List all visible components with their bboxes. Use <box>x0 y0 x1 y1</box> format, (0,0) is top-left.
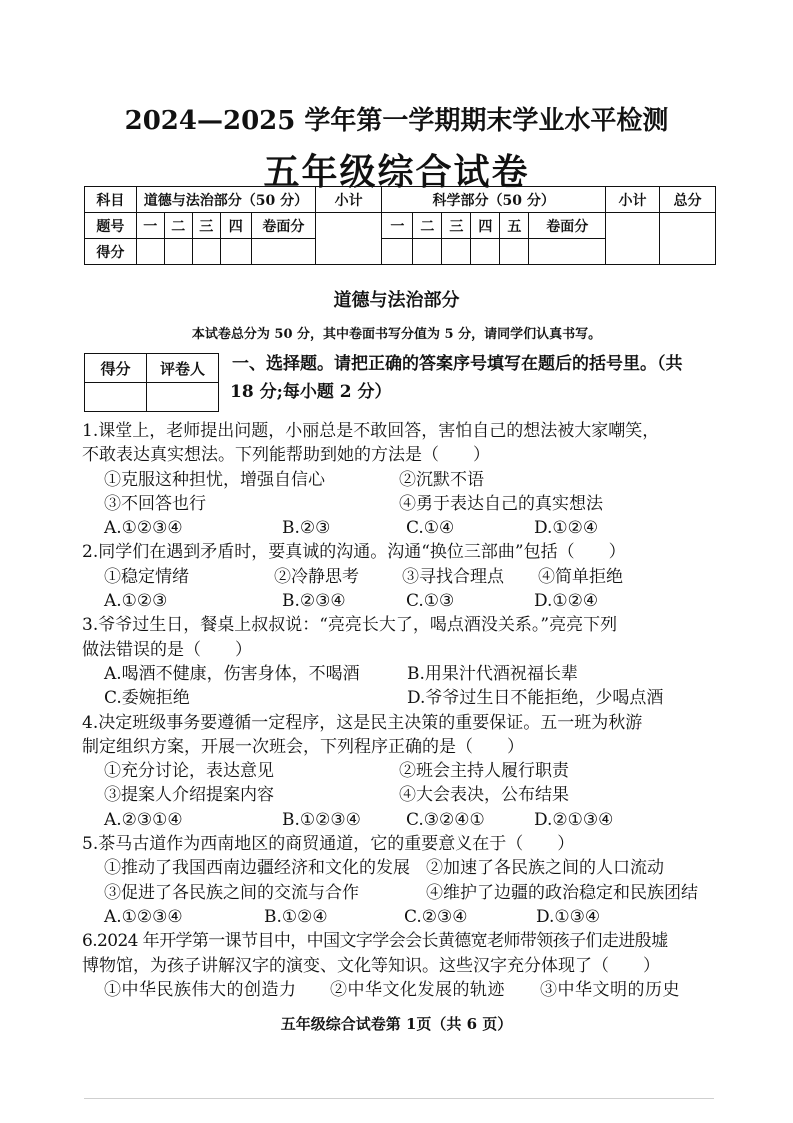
subtotal-blank-2[interactable] <box>606 213 660 265</box>
choice-row <box>82 808 722 832</box>
option-item: ①克服这种担忧，增强自信心 <box>104 469 325 490</box>
choice-d[interactable]: D.①②④ <box>534 518 599 539</box>
question-number-label: 题号 <box>85 213 137 239</box>
question-cell: 二 <box>164 213 192 239</box>
header-cell-subtotal-2: 小计 <box>606 187 660 213</box>
grader-name-blank[interactable] <box>147 383 219 412</box>
page-footer: 五年级综合试卷第 1页（共 6 页） <box>280 1015 513 1033</box>
question-stem-line: 4.决定班级事务要遵循一定程序，这是民主决策的重要保证。五一班为秋游 <box>82 712 643 733</box>
choice-b[interactable]: B.①②④ <box>264 906 328 927</box>
score-blank[interactable] <box>413 239 442 265</box>
choice-d[interactable]: D.①②④ <box>534 591 599 612</box>
question-cell: 一 <box>382 213 413 239</box>
option-row <box>82 881 722 905</box>
part-one-heading <box>232 350 722 406</box>
option-item: ①中华民族伟大的创造力 <box>104 979 297 1000</box>
score-blank[interactable] <box>164 239 192 265</box>
question-cell: 五 <box>500 213 529 239</box>
option-item: ①稳定情绪 <box>104 566 189 587</box>
grader-score-blank[interactable] <box>85 383 147 412</box>
header-cell-science: 科学部分（50 分） <box>382 187 606 213</box>
question-stem-line: 做法错误的是（ ） <box>82 639 252 660</box>
choice-d[interactable]: D.②①③④ <box>534 809 614 830</box>
question-cell: 卷面分 <box>529 213 606 239</box>
option-item: ②班会主持人履行职责 <box>399 761 569 782</box>
option-item: ②加速了各民族之间的人口流动 <box>426 858 664 879</box>
question-cell: 二 <box>413 213 442 239</box>
choice-c[interactable]: C.③②④① <box>406 809 485 830</box>
question-2 <box>82 540 722 613</box>
question-list <box>82 419 722 1002</box>
option-item: ①推动了我国西南边疆经济和文化的发展 <box>104 858 410 879</box>
choice-b[interactable]: B.①②③④ <box>282 809 361 830</box>
section-note: 本试卷总分为 50 分，其中卷面书写分值为 5 分，请同学们认真书写。 <box>191 327 602 342</box>
option-row <box>82 856 722 880</box>
score-blank[interactable] <box>529 239 606 265</box>
question-4 <box>82 711 722 832</box>
exam-title: 2024—2025 学年第一学期期末学业水平检测 <box>124 106 669 136</box>
question-cell: 三 <box>442 213 471 239</box>
total-blank[interactable] <box>659 213 715 265</box>
choice-b[interactable]: B.用果汁代酒祝福长辈 <box>407 663 578 684</box>
question-stem-line: 2.同学们在遇到矛盾时，要真诚的沟通。沟通“换位三部曲”包括（ ） <box>82 542 626 563</box>
choice-c[interactable]: C.委婉拒绝 <box>104 688 190 709</box>
option-item: ①充分讨论，表达意见 <box>104 761 274 782</box>
header-cell-subtotal-1: 小计 <box>316 187 382 213</box>
question-stem-line: 1.课堂上，老师提出问题，小丽总是不敢回答，害怕自己的想法被大家嘲笑， <box>82 421 660 441</box>
choice-c[interactable]: C.①④ <box>406 518 455 539</box>
question-stem-line: 5.茶马古道作为西南地区的商贸通道，它的重要意义在于（ ） <box>82 834 575 855</box>
option-item: ④大会表决，公布结果 <box>399 785 569 806</box>
question-stem-line: 不敢表达真实想法。下列能帮助到她的方法是（ ） <box>82 445 490 466</box>
choice-row <box>82 589 722 613</box>
score-blank[interactable] <box>220 239 251 265</box>
exam-subtitle: 五年级综合试卷 <box>263 151 530 193</box>
question-6 <box>82 929 722 1002</box>
option-row <box>82 468 722 492</box>
choice-a[interactable]: A.②③①④ <box>104 809 183 830</box>
score-blank[interactable] <box>442 239 471 265</box>
score-blank[interactable] <box>251 239 315 265</box>
option-row <box>82 492 722 516</box>
header-cell-total: 总分 <box>659 187 715 213</box>
option-row <box>82 783 722 807</box>
question-cell: 四 <box>471 213 500 239</box>
question-cell: 一 <box>136 213 164 239</box>
score-blank[interactable] <box>192 239 220 265</box>
grader-box <box>84 353 219 412</box>
option-item: ②沉默不语 <box>399 469 484 490</box>
score-blank[interactable] <box>136 239 164 265</box>
choice-b[interactable]: B.②③ <box>282 518 331 539</box>
grader-score-label: 得分 <box>85 354 147 383</box>
bottom-divider <box>84 1098 714 1099</box>
question-3 <box>82 613 722 710</box>
score-blank[interactable] <box>471 239 500 265</box>
option-row <box>82 565 722 589</box>
option-item: ④简单拒绝 <box>538 566 623 587</box>
option-item: ③中华文明的历史 <box>540 979 680 1000</box>
choice-a[interactable]: A.①②③ <box>104 591 168 612</box>
question-stem-line: 6.2024 年开学第一课节目中，中国文字学会会长黄德宽老师带领孩子们走进殷墟 <box>82 931 668 952</box>
option-item: ②中华文化发展的轨迹 <box>330 979 505 1000</box>
question-stem-line: 3.爷爷过生日，餐桌上叔叔说：“亮亮长大了，喝点酒没关系。”亮亮下列 <box>82 615 618 636</box>
question-cell: 三 <box>192 213 220 239</box>
score-label: 得分 <box>85 239 137 265</box>
part-one-heading-line2: 18 分;每小题 2 分） <box>230 382 392 402</box>
score-blank[interactable] <box>500 239 529 265</box>
header-cell-subject: 科目 <box>85 187 137 213</box>
option-row <box>82 978 722 1002</box>
option-item: ③促进了各民族之间的交流与合作 <box>104 882 359 903</box>
section-title: 道德与法治部分 <box>333 290 460 311</box>
choice-row <box>82 686 722 710</box>
choice-b[interactable]: B.②③④ <box>282 591 346 612</box>
choice-d[interactable]: D.爷爷过生日不能拒绝，少喝点酒 <box>407 688 664 709</box>
choice-d[interactable]: D.①③④ <box>536 906 601 927</box>
score-table <box>84 186 716 265</box>
header-cell-morality: 道德与法治部分（50 分） <box>136 187 315 213</box>
part-one-heading-line1: 一、选择题。请把正确的答案序号填写在题后的括号里。（共 <box>232 354 683 374</box>
choice-c[interactable]: C.①③ <box>406 591 455 612</box>
choice-a[interactable]: A.①②③④ <box>104 906 183 927</box>
choice-c[interactable]: C.②③④ <box>404 906 468 927</box>
question-stem-line: 制定组织方案，开展一次班会，下列程序正确的是（ ） <box>82 736 524 757</box>
question-stem-line: 博物馆，为孩子讲解汉字的演变、文化等知识。这些汉字充分体现了（ ） <box>82 955 660 976</box>
option-item: ③寻找合理点 <box>402 566 504 587</box>
option-row <box>82 759 722 783</box>
question-5 <box>82 832 722 929</box>
subtotal-blank-1[interactable] <box>316 213 382 265</box>
option-item: ④维护了边疆的政治稳定和民族团结 <box>426 882 698 903</box>
grader-name-label: 评卷人 <box>147 354 219 383</box>
choice-row <box>82 905 722 929</box>
choice-a[interactable]: A.喝酒不健康，伤害身体，不喝酒 <box>104 663 360 684</box>
question-cell: 卷面分 <box>251 213 315 239</box>
score-table-row-question <box>85 213 716 239</box>
choice-row <box>82 516 722 540</box>
choice-row <box>82 662 722 686</box>
option-item: ③提案人介绍提案内容 <box>104 785 274 806</box>
option-item: ④勇于表达自己的真实想法 <box>399 493 603 514</box>
question-cell: 四 <box>220 213 251 239</box>
option-item: ②冷静思考 <box>274 566 359 587</box>
option-item: ③不回答也行 <box>104 493 206 514</box>
score-blank[interactable] <box>382 239 413 265</box>
choice-a[interactable]: A.①②③④ <box>104 518 183 539</box>
score-table-row-subject <box>85 187 716 213</box>
question-1 <box>82 419 722 540</box>
